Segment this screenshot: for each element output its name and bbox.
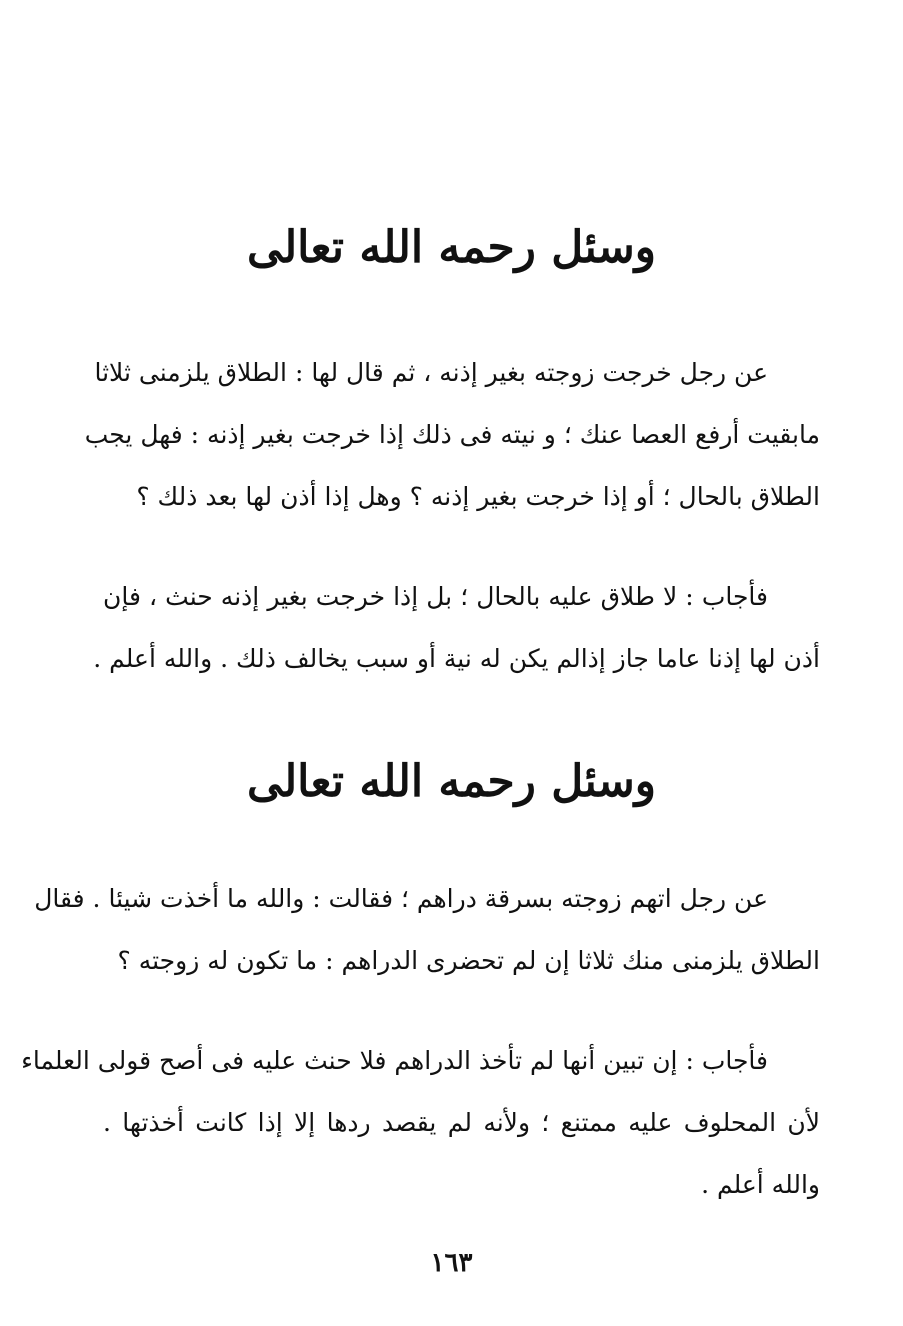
text-line: مابقيت أرفع العصا عنك ؛ و نيته فى ذلك إذا خرجت بغير إذنه : فهل يجب: [84, 420, 820, 449]
text-line: أذن لها إذنا عاما جاز إذالم يكن له نية أو سبب يخالف ذلك . والله أعلم .: [93, 644, 820, 673]
text-line: الطلاق بالحال ؛ أو إذا خرجت بغير إذنه ؟ وهل إذا أذن لها بعد ذلك ؟: [136, 482, 820, 511]
text-line: عن رجل خرجت زوجته بغير إذنه ، ثم قال لها : الطلاق يلزمنى ثلاثا: [94, 358, 768, 387]
text-line: لأن المحلوف عليه ممتنع ؛ ولأنه لم يقصد ردها إلا إذا كانت أخذتها .: [103, 1108, 820, 1137]
question-paragraph: [84, 342, 820, 528]
text-line: والله أعلم .: [701, 1170, 820, 1199]
section-heading: وسئل رحمه الله تعالى: [247, 756, 656, 807]
text-line: الطلاق يلزمنى منك ثلاثا إن لم تحضرى الدراهم : ما تكون له زوجته ؟: [117, 946, 820, 975]
answer-paragraph: [93, 566, 820, 690]
question-paragraph: [34, 868, 820, 992]
text-line: فأجاب : إن تبين أنها لم تأخذ الدراهم فلا حنث عليه فى أصح قولى العلماء: [21, 1046, 768, 1075]
text-line: عن رجل اتهم زوجته بسرقة دراهم ؛ فقالت : والله ما أخذت شيئا . فقال: [34, 884, 768, 913]
text-line: فأجاب : لا طلاق عليه بالحال ؛ بل إذا خرجت بغير إذنه حنث ، فإن: [103, 582, 768, 611]
page-number: ١٦٣: [430, 1248, 473, 1278]
section-heading: وسئل رحمه الله تعالى: [247, 222, 656, 273]
answer-paragraph: [21, 1030, 820, 1216]
